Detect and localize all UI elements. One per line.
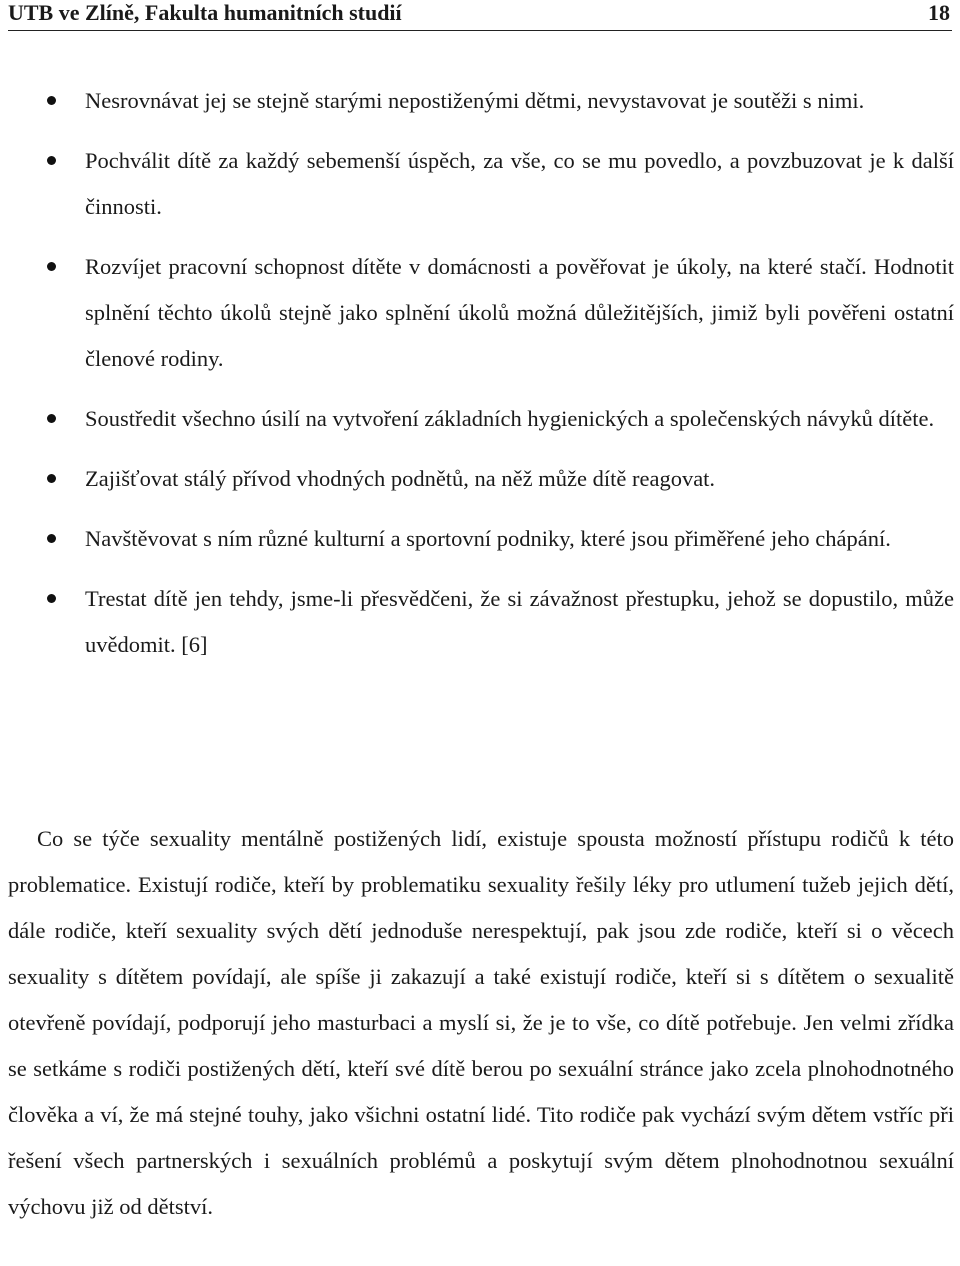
list-item-text: Soustředit všechno úsilí na vytvoření základních hygienických a společenských návyků dítěte. — [85, 406, 935, 431]
page-number: 18 — [928, 0, 950, 25]
list-item-text: Pochválit dítě za každý sebemenší úspěch, za vše, co se mu povedlo, a povzbuzovat je k další činnosti. — [85, 148, 954, 219]
list-item-text: Zajišťovat stálý přívod vhodných podnětů, na něž může dítě reagovat. — [85, 466, 716, 491]
page-header — [8, 0, 952, 31]
list-item — [0, 78, 960, 124]
bullet-list — [0, 78, 960, 682]
bullet-icon — [47, 534, 56, 543]
list-item-text: Trestat dítě jen tehdy, jsme-li přesvědčeni, že si závažnost přestupku, jehož se dopustilo, může uvědomit. [6] — [85, 586, 954, 657]
body-paragraph: Co se týče sexuality mentálně postižených lidí, existuje spousta možností přístupu rodičů k této problematice. Existují rodiče, kteří by problematiku sexuality řešily léky pro utlumení tužeb jejich dětí, dále rodiče, kteří sexuality svých dětí jednoduše nerespektují, pak jsou zde rodiče, kteří si o věcech sexuality s dítětem povídají, ale spíše ji zakazují a také existují rodiče, kteří si s dítětem o sexualitě otevřeně povídají, podporují jeho masturbaci a myslí si, že je to vše, co dítě potřebuje. Jen velmi zřídka se setkáme s rodiči postižených dětí, kteří své dítě berou po sexuální stránce jako zcela plnohodnotného člověka a ví, že má stejné touhy, jako všichni ostatní lidé. Tito rodiče pak vychází svým dětem vstříc při řešení všech partnerských i sexuálních problémů a poskytují svým dětem plnohodnotnou sexuální výchovu již od dětství. — [8, 826, 954, 1219]
bullet-icon — [47, 474, 56, 483]
bullet-icon — [47, 594, 56, 603]
list-item-text: Navštěvovat s ním různé kulturní a sportovní podniky, které jsou přiměřené jeho chápání. — [85, 526, 891, 551]
bullet-icon — [47, 262, 56, 271]
list-item-text: Rozvíjet pracovní schopnost dítěte v domácnosti a pověřovat je úkoly, na které stačí. Hodnotit splnění těchto úkolů stejně jako splnění úkolů možná důležitějších, jimiž byli pověřeni ostatní členové rodiny. — [85, 254, 954, 371]
list-item — [0, 138, 960, 230]
list-item — [0, 244, 960, 382]
bullet-icon — [47, 414, 56, 423]
bullet-icon — [47, 156, 56, 165]
list-item — [0, 516, 960, 562]
list-item — [0, 396, 960, 442]
list-item — [0, 456, 960, 502]
list-item-text: Nesrovnávat jej se stejně starými nepostiženými dětmi, nevystavovat je soutěži s nimi. — [85, 88, 865, 113]
bullet-icon — [47, 96, 56, 105]
list-item — [0, 576, 960, 668]
header-title: UTB ve Zlíně, Fakulta humanitních studií — [8, 0, 402, 25]
